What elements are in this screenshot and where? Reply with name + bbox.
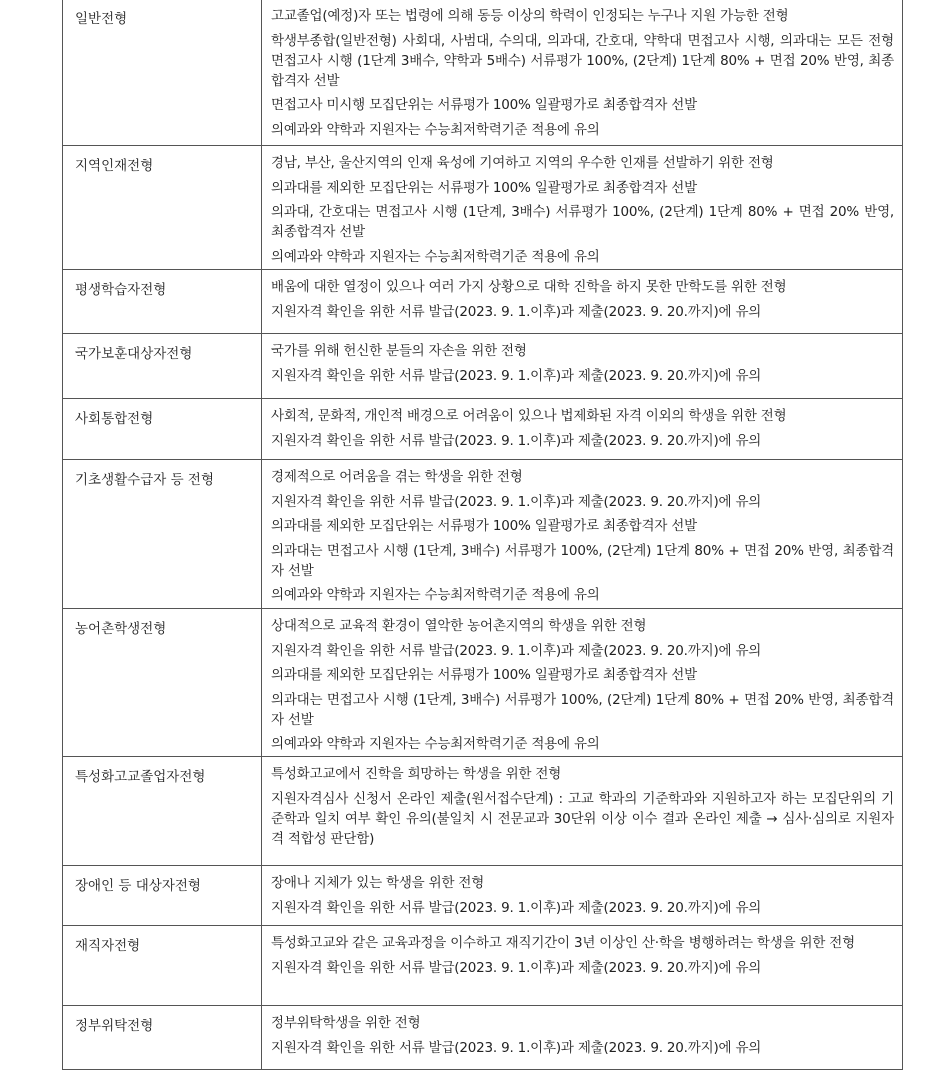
- description-line: 지원자격 확인을 위한 서류 발급(2023. 9. 1.이후)과 제출(2023. 9. 20.까지)에 유의: [271, 493, 762, 510]
- admission-type-name: 사회통합전형: [63, 399, 262, 460]
- admission-type-name: 기초생활수급자 등 전형: [63, 460, 262, 609]
- table-row: [63, 866, 903, 926]
- admission-type-description: [262, 399, 903, 460]
- table-row: [63, 334, 903, 399]
- description-line: 상대적으로 교육적 환경이 열악한 농어촌지역의 학생을 위한 전형: [271, 618, 647, 634]
- description-line: 지원자격 확인을 위한 서류 발급(2023. 9. 1.이후)과 제출(2023. 9. 20.까지)에 유의: [271, 642, 762, 659]
- table-row: [63, 146, 903, 270]
- table-row: [63, 1006, 903, 1070]
- table-body: [63, 0, 903, 1070]
- description-line: 학생부종합(일반전형) 사회대, 사범대, 수의대, 의과대, 간호대, 약학대 면접고사 시행, 의과대는 모든 전형 면접고사 시행 (1단계 3배수, 약학과 5배수) 서류평가 100%, (2단계) 1단계 80% + 면접 20% 반영, 최종합격자 선발: [271, 32, 894, 89]
- admission-type-name: 국가보훈대상자전형: [63, 334, 262, 399]
- description-line: 의예과와 약학과 지원자는 수능최저학력기준 적용에 유의: [271, 587, 600, 603]
- description-line: 지원자격 확인을 위한 서류 발급(2023. 9. 1.이후)과 제출(2023. 9. 20.까지)에 유의: [271, 959, 762, 976]
- admission-type-name: 장애인 등 대상자전형: [63, 866, 262, 926]
- description-line: 지원자격 확인을 위한 서류 발급(2023. 9. 1.이후)과 제출(2023. 9. 20.까지)에 유의: [271, 303, 762, 320]
- admission-type-description: [262, 1006, 903, 1070]
- admission-type-name: 평생학습자전형: [63, 270, 262, 334]
- admission-type-name: 정부위탁전형: [63, 1006, 262, 1070]
- table-row: [63, 609, 903, 757]
- description-line: 의예과와 약학과 지원자는 수능최저학력기준 적용에 유의: [271, 248, 600, 265]
- admission-type-name: 일반전형: [63, 0, 262, 146]
- table-row: [63, 757, 903, 866]
- admission-type-name: 특성화고교졸업자전형: [63, 757, 262, 866]
- description-line: 지원자격 확인을 위한 서류 발급(2023. 9. 1.이후)과 제출(2023. 9. 20.까지)에 유의: [271, 432, 762, 449]
- table-row: [63, 270, 903, 334]
- description-line: 의과대는 면접고사 시행 (1단계, 3배수) 서류평가 100%, (2단계) 1단계 80% + 면접 20% 반영, 최종합격자 선발: [271, 691, 894, 728]
- description-line: 지원자격 확인을 위한 서류 발급(2023. 9. 1.이후)과 제출(2023. 9. 20.까지)에 유의: [271, 367, 762, 384]
- description-line: 의과대는 면접고사 시행 (1단계, 3배수) 서류평가 100%, (2단계) 1단계 80% + 면접 20% 반영, 최종합격자 선발: [271, 542, 894, 579]
- description-line: 의과대를 제외한 모집단위는 서류평가 100% 일괄평가로 최종합격자 선발: [271, 179, 697, 196]
- admission-type-description: [262, 757, 903, 866]
- description-line: 정부위탁학생을 위한 전형: [271, 1015, 421, 1031]
- description-line: 지원자격심사 신청서 온라인 제출(원서접수단계) : 고교 학과의 기준학과와 지원하고자 하는 모집단위의 기준학과 일치 여부 확인 유의(불일치 시 전문교과 30단위 이상 이수 결과 온라인 제출 → 심사·심의로 지원자격 적합성 판단함): [271, 790, 894, 847]
- admission-type-description: [262, 609, 903, 757]
- admission-type-description: [262, 866, 903, 926]
- table-row: [63, 460, 903, 609]
- description-line: 면접고사 미시행 모집단위는 서류평가 100% 일괄평가로 최종합격자 선발: [271, 97, 697, 113]
- admission-type-table: [62, 0, 903, 1070]
- description-line: 사회적, 문화적, 개인적 배경으로 어려움이 있으나 법제화된 자격 이외의 학생을 위한 전형: [271, 408, 787, 424]
- description-line: 의과대, 간호대는 면접고사 시행 (1단계, 3배수) 서류평가 100%, (2단계) 1단계 80% + 면접 20% 반영, 최종합격자 선발: [271, 204, 894, 240]
- description-line: 의예과와 약학과 지원자는 수능최저학력기준 적용에 유의: [271, 121, 600, 138]
- description-line: 장애나 지체가 있는 학생을 위한 전형: [271, 875, 485, 891]
- admission-type-description: [262, 270, 903, 334]
- description-line: 의과대를 제외한 모집단위는 서류평가 100% 일괄평가로 최종합격자 선발: [271, 518, 697, 534]
- description-line: 경제적으로 어려움을 겪는 학생을 위한 전형: [271, 469, 523, 485]
- table-row: [63, 0, 903, 146]
- description-line: 지원자격 확인을 위한 서류 발급(2023. 9. 1.이후)과 제출(2023. 9. 20.까지)에 유의: [271, 1039, 762, 1056]
- description-line: 고교졸업(예정)자 또는 법령에 의해 동등 이상의 학력이 인정되는 누구나 지원 가능한 전형: [271, 8, 789, 24]
- admission-type-description: [262, 926, 903, 1006]
- admission-type-description: [262, 334, 903, 399]
- table-row: [63, 926, 903, 1006]
- description-line: 의예과와 약학과 지원자는 수능최저학력기준 적용에 유의: [271, 736, 600, 752]
- admission-type-name: 재직자전형: [63, 926, 262, 1006]
- description-line: 특성화고교에서 진학을 희망하는 학생을 위한 전형: [271, 766, 562, 782]
- description-line: 국가를 위해 헌신한 분들의 자손을 위한 전형: [271, 343, 527, 359]
- admission-type-name: 농어촌학생전형: [63, 609, 262, 757]
- admission-type-description: [262, 460, 903, 609]
- admission-type-description: [262, 0, 903, 146]
- description-line: 지원자격 확인을 위한 서류 발급(2023. 9. 1.이후)과 제출(2023. 9. 20.까지)에 유의: [271, 899, 762, 916]
- description-line: 의과대를 제외한 모집단위는 서류평가 100% 일괄평가로 최종합격자 선발: [271, 667, 697, 683]
- description-line: 배움에 대한 열정이 있으나 여러 가지 상황으로 대학 진학을 하지 못한 만학도를 위한 전형: [271, 279, 787, 295]
- admission-type-description: [262, 146, 903, 270]
- table-row: [63, 399, 903, 460]
- admission-type-name: 지역인재전형: [63, 146, 262, 270]
- description-line: 특성화고교와 같은 교육과정을 이수하고 재직기간이 3년 이상인 산·학을 병행하려는 학생을 위한 전형: [271, 935, 855, 951]
- description-line: 경남, 부산, 울산지역의 인재 육성에 기여하고 지역의 우수한 인재를 선발하기 위한 전형: [271, 155, 774, 171]
